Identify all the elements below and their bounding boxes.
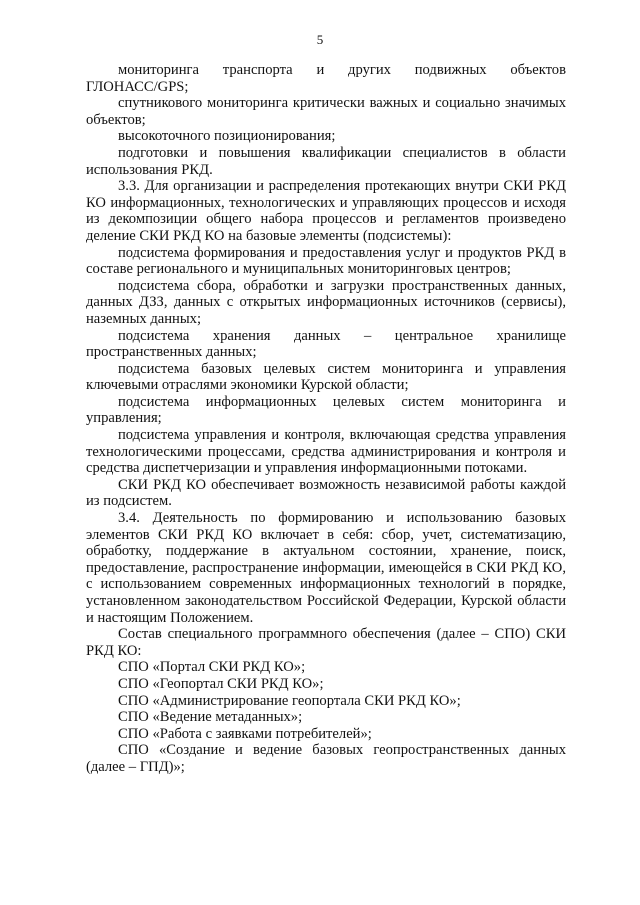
document-body (86, 62, 566, 776)
paragraph: спутникового мониторинга критически важных и социально значимых объектов; (86, 95, 566, 128)
list-item: СПО «Создание и ведение базовых геопространственных данных (далее – ГПД)»; (86, 742, 566, 775)
page-number: 5 (316, 32, 324, 47)
paragraph: подготовки и повышения квалификации специалистов в области использования РКД. (86, 144, 566, 178)
list-item: СПО «Ведение метаданных»; (118, 709, 303, 726)
paragraph: подсистема сбора, обработки и загрузки пространственных данных, данных ДЗЗ, данных с открытых информационных источников (сервисы), наземных данных; (86, 277, 566, 327)
paragraph: высокоточного позиционирования; (118, 128, 336, 145)
paragraph: Состав специального программного обеспечения (далее – СПО) СКИ РКД КО: (86, 626, 566, 659)
list-item: СПО «Портал СКИ РКД КО»; (118, 659, 306, 676)
paragraph: мониторинга транспорта и других подвижных объектов ГЛОНАСС/GPS; (86, 62, 566, 95)
paragraph: подсистема базовых целевых систем мониторинга и управления ключевыми отраслями экономики Курской области; (86, 360, 566, 394)
section-paragraph: 3.4. Деятельность по формированию и использованию базовых элементов СКИ РКД КО включает в себя: сбор, учет, систематизацию, обработку, поддержание в актуальном состоянии, хранение, поиск, предоставление, распространение информации, имеющейся в СКИ РКД КО, с использованием современных информационных технологий в порядке, установленном законодательством Российской Федерации, Курской области и настоящим Положением. (86, 510, 566, 626)
paragraph: подсистема хранения данных – центральное хранилище пространственных данных; (86, 327, 566, 361)
section-paragraph: 3.3. Для организации и распределения протекающих внутри СКИ РКД КО информационных, технологических и управляющих процессов и исходя из декомпозиции общего набора процессов и регламентов произведено деление СКИ РКД КО на базовые элементы (подсистемы): (86, 178, 566, 244)
paragraph: подсистема управления и контроля, включающая средства управления технологическими процессами, средства администрирования и контроля и средства диспетчеризации и управления информационными потоками. (86, 427, 566, 477)
list-item: СПО «Геопортал СКИ РКД КО»; (118, 675, 324, 692)
list-item: СПО «Работа с заявками потребителей»; (118, 725, 372, 742)
list-item: СПО «Администрирование геопортала СКИ РКД КО»; (118, 692, 461, 709)
paragraph: СКИ РКД КО обеспечивает возможность независимой работы каждой из подсистем. (86, 476, 566, 510)
paragraph: подсистема формирования и предоставления услуг и продуктов РКД в составе регионального и муниципальных мониторинговых центров; (86, 244, 566, 278)
paragraph: подсистема информационных целевых систем мониторинга и управления; (86, 393, 566, 427)
